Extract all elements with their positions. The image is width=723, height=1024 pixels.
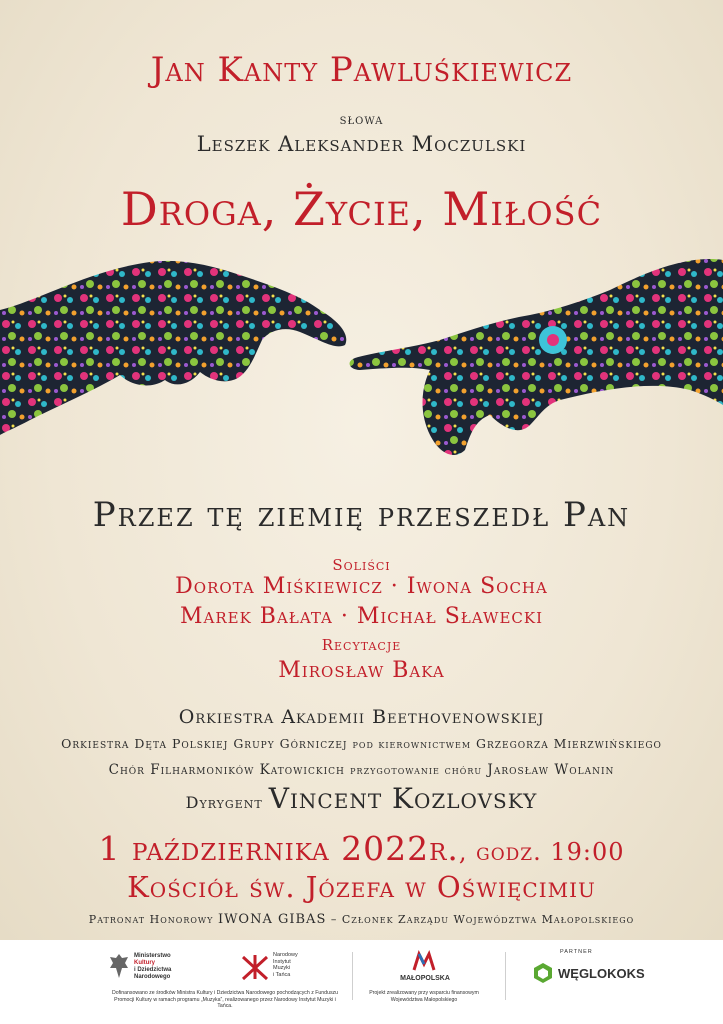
right-hand [350, 259, 723, 455]
hands-illustration [0, 240, 723, 480]
funding-note: Dofinansowano ze środków Ministra Kultury i Dziedzictwa Narodowego pochodzących z Funduszu Promocji Kultury w ramach programu „Muzyka”, realizowanego przez Narodowy Instytut Muzyki i Tańca. [111, 990, 339, 1009]
footer-divider [505, 952, 506, 1000]
choir-name: Chór Filharmoników Katowickich [108, 762, 345, 778]
conductor-line [0, 782, 723, 815]
event-datetime [0, 829, 723, 868]
nimit-logo-text [273, 952, 298, 978]
malopolska-note: Projekt zrealizowany przy wsparciu finansowym Województwa Małopolskiego [369, 990, 479, 1003]
footer-divider [352, 952, 353, 1000]
ministry-line-1: Ministerstwo [134, 953, 171, 959]
patronage-name: IWONA GIBAS [217, 912, 327, 927]
ministry-line-4: Narodowego [134, 974, 171, 980]
orchestra-name: Orkiestra Akademii Beethovenowskiej [178, 706, 545, 728]
patronage-label: Patronat Honorowy [88, 913, 214, 926]
choir-leader: Jarosław Wolanin [487, 762, 615, 778]
soloists-line-2: Marek Bałata · Michał Sławecki [179, 604, 544, 629]
partner-label: PARTNER [560, 949, 593, 955]
conductor-name: Vincent Kozlovsky [268, 782, 538, 815]
sponsors-footer [0, 940, 723, 1024]
event-venue: Kościół św. Józefa w Oświęcimiu [127, 870, 596, 904]
conductor-label: Dyrygent [185, 793, 263, 812]
concert-title: Droga, Życie, Miłość [120, 182, 603, 236]
nimit-line-4: i Tańca [273, 971, 291, 978]
brass-orchestra-name: Orkiestra Dęta Polskiej Grupy Górniczej [61, 736, 348, 751]
nimit-line-3: Muzyki [273, 965, 291, 971]
soloists-label: Soliści [332, 556, 391, 574]
nimit-line-2: Instytut [273, 958, 291, 965]
weglokoks-logo-icon [532, 962, 554, 984]
partner-name: WĘGLOKOKS [558, 966, 645, 981]
concert-subtitle: Przez tę ziemię przeszedł Pan [92, 495, 631, 535]
nimit-line-1: Narodowy [273, 952, 298, 958]
brass-orchestra-line [0, 736, 723, 751]
brass-leader: Grzegorza Mierzwińskiego [476, 736, 662, 751]
ministry-logo-text [134, 953, 171, 981]
recitation-label: Recytacje [321, 636, 402, 654]
event-time: , godz. 19:00 [458, 838, 625, 866]
malopolska-logo-icon [412, 950, 436, 972]
patronage-line [0, 912, 723, 927]
nimit-logo-icon [240, 953, 270, 981]
ministry-line-3: i Dziedzictwa [134, 967, 172, 973]
left-hand [0, 261, 346, 435]
malopolska-name: MAŁOPOLSKA [400, 975, 450, 982]
patronage-role: – Członek Zarządu Województwa Małopolskiego [330, 913, 635, 926]
brass-under-label: pod kierownictwem [352, 738, 472, 751]
lyricist-name: Leszek Aleksander Moczulski [196, 132, 527, 156]
soloists-line-1: Dorota Miśkiewicz · Iwona Socha [175, 574, 548, 599]
composer-name: Jan Kanty Pawluśkiewicz [150, 50, 573, 90]
ministry-line-2: Kultury [134, 960, 155, 966]
event-date: 1 października 2022r. [98, 829, 459, 868]
choir-line [0, 762, 723, 778]
choir-prep-label: przygotowanie chóru [350, 763, 483, 777]
lyrics-label: słowa [339, 112, 384, 128]
recitation-name: Mirosław Baka [278, 658, 445, 683]
eagle-emblem-icon [108, 952, 130, 980]
